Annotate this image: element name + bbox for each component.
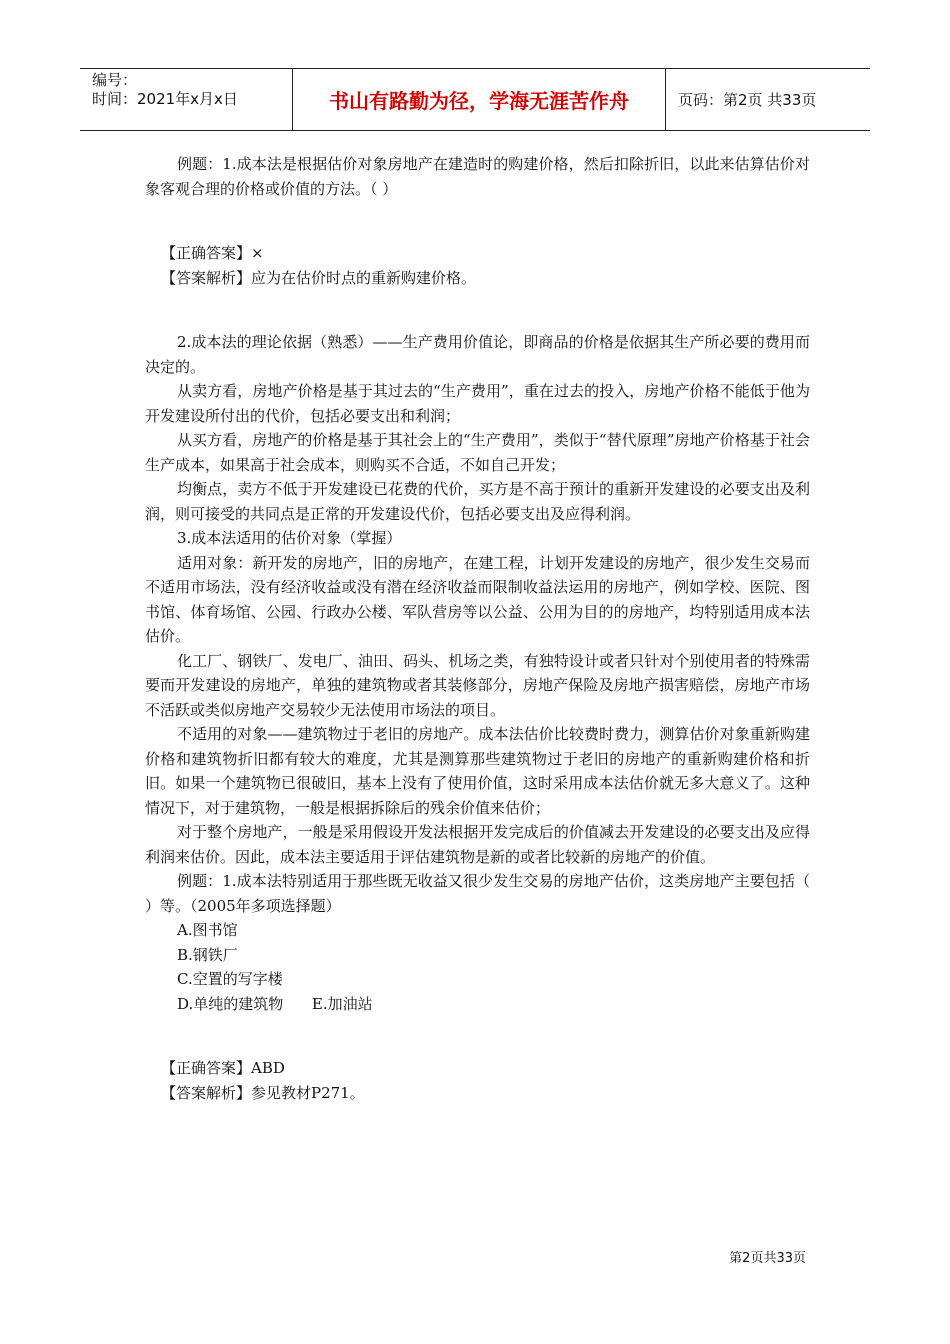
motto: 书山有路勤为径，学海无涯苦作舟 <box>293 69 666 130</box>
question-2-analysis: 【答案解析】参见教材P271。 <box>161 1083 365 1102</box>
paragraph-balance: 均衡点，卖方不低于开发建设已花费的代价，买方是不高于预计的重新开发建设的必要支出及利润，则可接受的共同点是正常的开发建设代价，包括必要支出及应得利润。 <box>145 480 810 523</box>
page-label: 页码：第2页 共33页 <box>678 91 817 109</box>
question-1-analysis: 【答案解析】应为在估价时点的重新购建价格。 <box>161 268 477 287</box>
option-a: A.图书馆 <box>177 921 238 939</box>
question-2: 例题：1.成本法特别适用于那些既无收益又很少发生交易的房地产估价，这类房地产主要包括（ ）等。（2005年多项选择题） <box>145 872 810 915</box>
question-2-answer: 【正确答案】ABD <box>161 1059 285 1077</box>
paragraph-not-suitable: 不适用的对象——建筑物过于老旧的房地产。成本法估价比较费时费力，测算估价对象重新购建价格和建筑物折旧都有较大的难度，尤其是测算那些建筑物过于老旧的房地产的重新购建价格和折旧。如果一个建筑物已很破旧，基本上没有了使用价值，这时采用成本法估价就无多大意义了。这种情况下，对于建筑物，一般是根据拆除后的残余价值来估价； <box>145 725 810 817</box>
page-header <box>80 68 870 131</box>
header-meta-cell <box>80 69 293 130</box>
paragraph-theory-basis: 2.成本法的理论依据（熟悉）——生产费用价值论，即商品的价格是依据其生产所必要的费用而决定的。 <box>145 333 810 376</box>
time-label: 时间：2021年x月x日 <box>92 90 238 108</box>
option-d-e: D.单纯的建筑物 E.加油站 <box>177 994 373 1013</box>
section-title-scope: 3.成本法适用的估价对象（掌握） <box>177 529 402 547</box>
number-label: 编号： <box>92 71 138 89</box>
page-footer: 第2页共33页 <box>729 1251 806 1266</box>
paragraph-scope-2: 化工厂、钢铁厂、发电厂、油田、码头、机场之类，有独特设计或者只针对个别使用者的特殊需要而开发建设的房地产，单独的建筑物或者其装修部分，房地产保险及房地产损害赔偿，房地产市场不活跃或类似房地产交易较少无法使用市场法的项目。 <box>145 651 810 719</box>
paragraph-buyer-view: 从买方看，房地产的价格是基于其社会上的“生产费用”，类似于“替代原理”房地产价格基于社会生产成本，如果高于社会成本，则购买不合适，不如自己开发； <box>145 431 810 474</box>
option-c: C.空置的写字楼 <box>177 970 283 988</box>
document-body <box>145 152 810 1105</box>
paragraph-whole-property: 对于整个房地产，一般是采用假设开发法根据开发完成后的价值减去开发建设的必要支出及应得利润来估价。因此，成本法主要适用于评估建筑物是新的或者比较新的房地产的价值。 <box>145 823 810 866</box>
question-1-answer: 【正确答案】× <box>161 244 264 262</box>
paragraph-seller-view: 从卖方看，房地产价格是基于其过去的“生产费用”，重在过去的投入，房地产价格不能低于他为开发建设所付出的代价，包括必要支出和利润； <box>145 382 810 425</box>
question-1: 例题：1.成本法是根据估价对象房地产在建造时的购建价格，然后扣除折旧，以此来估算估价对象客观合理的价格或价值的方法。（ ） <box>145 155 810 198</box>
option-b: B.钢铁厂 <box>177 945 238 964</box>
paragraph-scope-1: 适用对象：新开发的房地产，旧的房地产，在建工程，计划开发建设的房地产，很少发生交易而不适用市场法，没有经济收益或没有潜在经济收益而限制收益法运用的房地产，例如学校、医院、图书馆、体育场馆、公园、行政办公楼、军队营房等以公益、公用为目的的房地产，均特别适用成本法估价。 <box>145 553 810 645</box>
